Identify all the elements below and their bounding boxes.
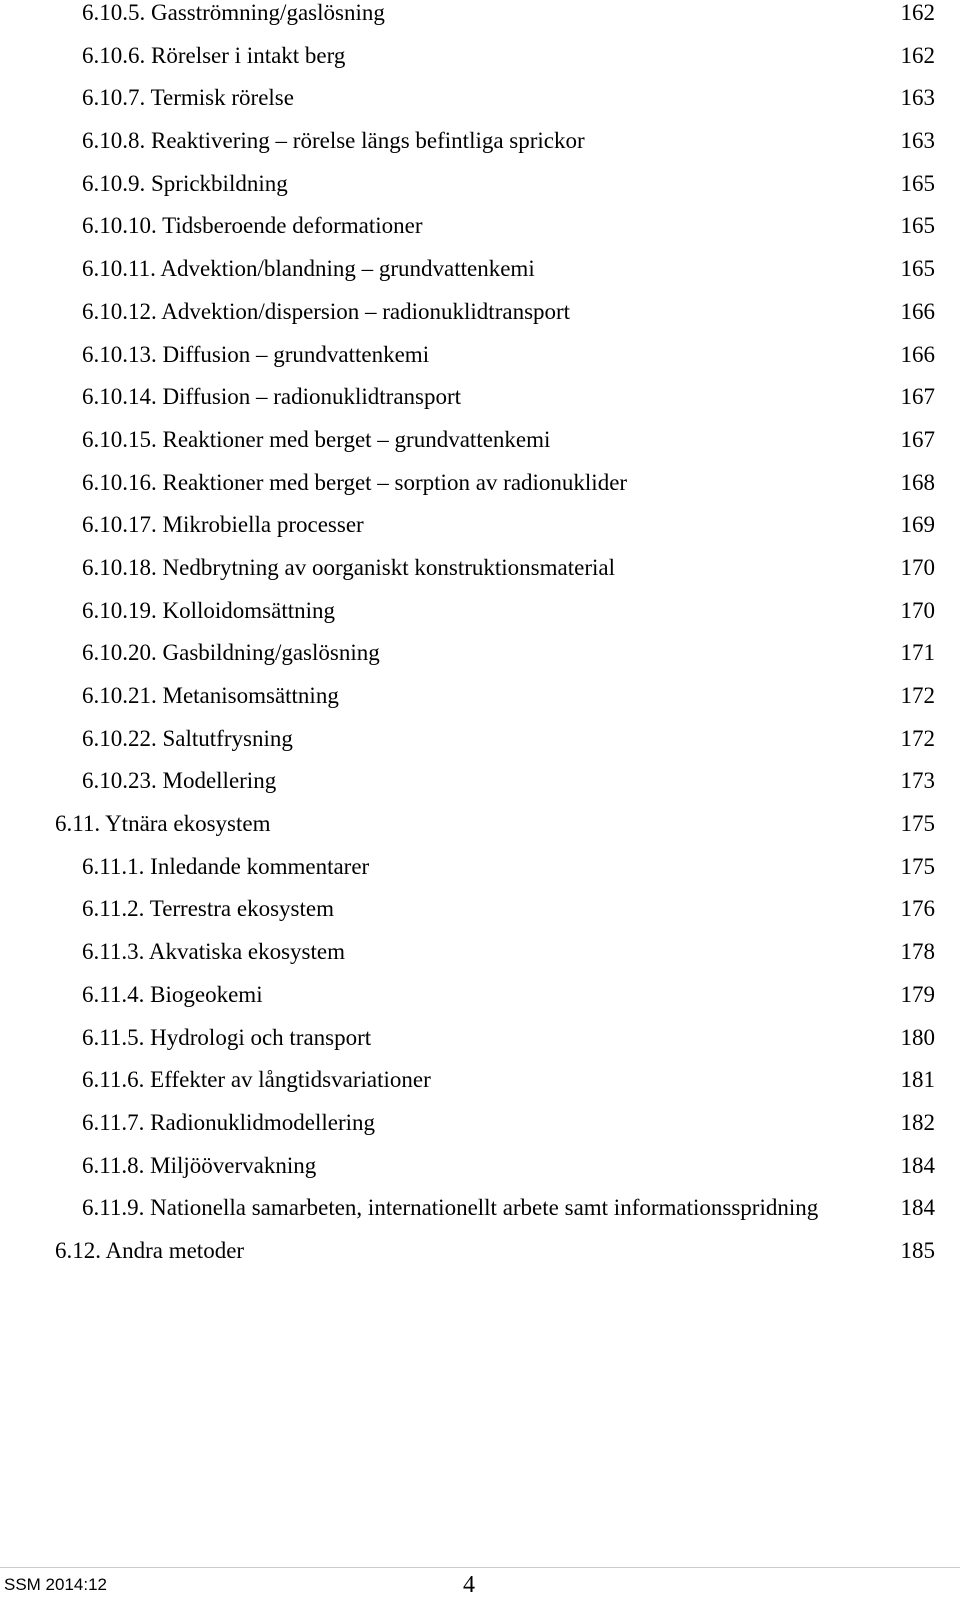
- toc-entry-title: Termisk rörelse: [150, 85, 294, 111]
- toc-entry-title: Advektion/blandning – grundvattenkemi: [160, 256, 535, 282]
- toc-entry-title: Nedbrytning av oorganiskt konstruktionsmaterial: [162, 554, 615, 580]
- toc-entry-title: Sprickbildning: [151, 170, 288, 196]
- toc-entry-number: 6.10.18.: [82, 554, 157, 580]
- toc-entry-label: [82, 632, 380, 675]
- toc-entry-title: Reaktioner med berget – sorption av radionuklider: [162, 469, 628, 495]
- toc-entry-label: [82, 35, 345, 78]
- toc-entry-page: 163: [900, 85, 935, 111]
- toc-entry-number: 6.11.8.: [82, 1152, 145, 1178]
- toc-entry-label: [82, 1059, 431, 1102]
- toc-entry[interactable]: [55, 760, 935, 803]
- toc-entry-number: 6.10.16.: [82, 469, 157, 495]
- toc-entry-label: [55, 803, 271, 846]
- toc-entry-label: [82, 675, 339, 718]
- toc-entry-title: Ytnära ekosystem: [105, 811, 271, 837]
- toc-entry-number: 6.10.23.: [82, 768, 157, 794]
- toc-entry-label: [82, 931, 345, 974]
- toc-entry-number: 6.10.19.: [82, 597, 157, 623]
- toc-entry-number: 6.10.11.: [82, 256, 156, 282]
- toc-entry-page: 170: [900, 554, 935, 580]
- toc-entry-title: Nationella samarbeten, internationellt arbete samt informationsspridning: [150, 1195, 819, 1221]
- toc-entry-page: 171: [900, 640, 935, 666]
- toc-entry[interactable]: [55, 888, 935, 931]
- toc-entry-label: [82, 163, 288, 206]
- toc-entry-number: 6.11.3.: [82, 939, 145, 965]
- toc-entry-number: 6.10.8.: [82, 128, 146, 154]
- toc-entry-number: 6.11.1.: [82, 853, 145, 879]
- toc-entry[interactable]: [55, 1145, 935, 1188]
- toc-entry-title: Metanisomsättning: [162, 683, 339, 708]
- toc-entry[interactable]: [55, 163, 935, 206]
- toc-entry[interactable]: [55, 419, 935, 462]
- toc-entry-page: 165: [900, 213, 935, 239]
- toc-entry-page: 163: [900, 128, 935, 154]
- toc-entry-page: 167: [900, 384, 935, 410]
- toc-entry[interactable]: [55, 376, 935, 419]
- toc-entry-page: 185: [900, 1237, 935, 1263]
- toc-entry-number: 6.11.4.: [82, 981, 145, 1007]
- toc-entry-page: 162: [900, 42, 935, 68]
- toc-entry-title: Tidsberoende deformationer: [162, 213, 423, 239]
- toc-entry-title: Kolloidomsättning: [162, 597, 335, 623]
- toc-entry-title: Saltutfrysning: [162, 725, 293, 751]
- toc-entry-title: Diffusion – grundvattenkemi: [162, 341, 430, 367]
- toc-entry-number: 6.10.12.: [82, 298, 157, 324]
- toc-entry-page: 184: [900, 1195, 935, 1221]
- toc-entry[interactable]: [55, 547, 935, 590]
- toc-entry-page: 180: [900, 1024, 935, 1050]
- toc-entry-page: 166: [900, 341, 935, 367]
- toc-entry-label: [82, 334, 429, 377]
- toc-entry-title: Inledande kommentarer: [150, 853, 370, 879]
- toc-entry-number: 6.12.: [55, 1237, 101, 1263]
- footer-divider: [0, 1567, 960, 1568]
- toc-entry-title: Advektion/dispersion – radionuklidtransport: [161, 298, 571, 324]
- toc-entry-page: 173: [900, 768, 935, 794]
- toc-entry[interactable]: [55, 334, 935, 377]
- toc-entry-page: 172: [900, 683, 935, 708]
- toc-entry-number: 6.10.22.: [82, 725, 157, 751]
- toc-entry-number: 6.11.5.: [82, 1024, 145, 1050]
- toc-entry-label: [82, 1102, 375, 1145]
- toc-entry-title: Mikrobiella processer: [162, 512, 364, 538]
- toc-entry[interactable]: [55, 1059, 935, 1102]
- toc-entry-page: 182: [900, 1109, 935, 1135]
- toc-entry-title: Terrestra ekosystem: [149, 896, 334, 922]
- toc-entry-number: 6.10.9.: [82, 170, 146, 196]
- toc-entry[interactable]: [55, 846, 935, 889]
- toc-entry-title: Biogeokemi: [150, 981, 263, 1007]
- toc-entry-page: 167: [900, 426, 935, 452]
- toc-entry-page: 178: [900, 939, 935, 965]
- toc-entry-title: Gasströmning/gaslösning: [151, 0, 385, 25]
- toc-entry-label: [82, 846, 369, 889]
- toc-entry-number: 6.11.9.: [82, 1195, 145, 1221]
- toc-entry[interactable]: [55, 35, 935, 78]
- toc-entry-title: Modellering: [162, 768, 277, 794]
- toc-entry-page: 179: [900, 981, 935, 1007]
- toc-entry-label: [82, 120, 585, 163]
- toc-entry-number: 6.11.: [55, 811, 101, 837]
- toc-entry-label: [82, 590, 335, 633]
- toc-entry-page: 175: [900, 811, 935, 837]
- toc-entry[interactable]: [55, 1017, 935, 1060]
- toc-entry-title: Rörelser i intakt berg: [151, 42, 346, 68]
- toc-entry[interactable]: [55, 675, 935, 718]
- toc-entry-page: 162: [900, 0, 935, 25]
- toc-entry-number: 6.10.21.: [82, 683, 157, 708]
- toc-entry-label: [82, 291, 570, 334]
- toc-entry-label: [82, 205, 422, 248]
- toc-entry[interactable]: [55, 291, 935, 334]
- toc-entry[interactable]: [55, 718, 935, 761]
- toc-entry-label: [82, 462, 627, 505]
- toc-entry[interactable]: [55, 248, 935, 291]
- toc-entry-title: Reaktioner med berget – grundvattenkemi: [162, 426, 551, 452]
- toc-entry[interactable]: [55, 462, 935, 505]
- toc-entry-title: Akvatiska ekosystem: [148, 939, 345, 965]
- toc-entry-page: 181: [900, 1067, 935, 1093]
- toc-entry-number: 6.10.10.: [82, 213, 157, 239]
- toc-entry-number: 6.10.14.: [82, 384, 157, 410]
- toc-entry[interactable]: [55, 504, 935, 547]
- toc-entry-number: 6.10.13.: [82, 341, 157, 367]
- toc-entry-page: 168: [900, 469, 935, 495]
- toc-entry[interactable]: [55, 205, 935, 248]
- toc-entry-page: 169: [900, 512, 935, 538]
- toc-entry-number: 6.10.15.: [82, 426, 157, 452]
- toc-entry-page: 165: [900, 256, 935, 282]
- toc-entry[interactable]: [55, 0, 935, 35]
- toc-entry-label: [82, 1187, 818, 1230]
- toc-entry[interactable]: [55, 632, 935, 675]
- toc-entry-label: [82, 248, 535, 291]
- toc-entry[interactable]: [55, 1187, 935, 1230]
- toc-entry-label: [82, 1017, 371, 1060]
- toc-entry-number: 6.10.7.: [82, 85, 146, 111]
- page-number: 4: [463, 1572, 475, 1598]
- toc-entry-label: [82, 1145, 316, 1188]
- toc-entry[interactable]: [55, 803, 935, 846]
- toc-entry-label: [82, 888, 334, 931]
- toc-entry-label: [82, 0, 385, 35]
- toc-entry-label: [82, 419, 550, 462]
- toc-entry[interactable]: [55, 77, 935, 120]
- toc-entry-title: Miljöövervakning: [150, 1152, 317, 1178]
- toc-entry[interactable]: [55, 120, 935, 163]
- toc-entry-number: 6.11.2.: [82, 896, 145, 922]
- toc-entry-title: Gasbildning/gaslösning: [162, 640, 380, 666]
- toc-entry-number: 6.10.6.: [82, 42, 146, 68]
- toc-entry-page: 184: [900, 1152, 935, 1178]
- toc-entry-page: 175: [900, 853, 935, 879]
- toc-entry-number: 6.10.17.: [82, 512, 157, 538]
- toc-entry-label: [82, 760, 276, 803]
- toc-entry-label: [82, 718, 293, 761]
- report-id: SSM 2014:12: [4, 1575, 108, 1594]
- toc-entry-title: Diffusion – radionuklidtransport: [162, 384, 462, 410]
- toc-entry-page: 170: [900, 597, 935, 623]
- toc-entry-label: [55, 1230, 244, 1273]
- toc-entry[interactable]: [55, 590, 935, 633]
- toc-entry-label: [82, 77, 294, 120]
- toc-entry-number: 6.11.7.: [82, 1109, 145, 1135]
- toc-entry-label: [82, 376, 461, 419]
- toc-entry-label: [82, 974, 263, 1017]
- toc-entry-page: 172: [900, 725, 935, 751]
- toc-entry-page: 166: [900, 298, 935, 324]
- toc-entry-page: 176: [900, 896, 935, 922]
- toc-entry[interactable]: [55, 974, 935, 1017]
- toc-entry-number: 6.10.5.: [82, 0, 146, 25]
- toc-entry-page: 165: [900, 170, 935, 196]
- toc-entry-title: Andra metoder: [105, 1237, 245, 1263]
- toc-entry[interactable]: [55, 931, 935, 974]
- toc-entry-label: [82, 504, 364, 547]
- toc-entry-title: Reaktivering – rörelse längs befintliga sprickor: [151, 128, 585, 154]
- toc-entry-title: Radionuklidmodellering: [150, 1109, 376, 1135]
- toc-entry-number: 6.11.6.: [82, 1067, 145, 1093]
- toc-entry[interactable]: [55, 1230, 935, 1273]
- toc-entry-title: Effekter av långtidsvariationer: [150, 1067, 431, 1093]
- toc-entry-label: [82, 547, 615, 590]
- toc-entry[interactable]: [55, 1102, 935, 1145]
- toc-entry-title: Hydrologi och transport: [150, 1024, 372, 1050]
- toc-entry-number: 6.10.20.: [82, 640, 157, 666]
- table-of-contents: [55, 0, 935, 1273]
